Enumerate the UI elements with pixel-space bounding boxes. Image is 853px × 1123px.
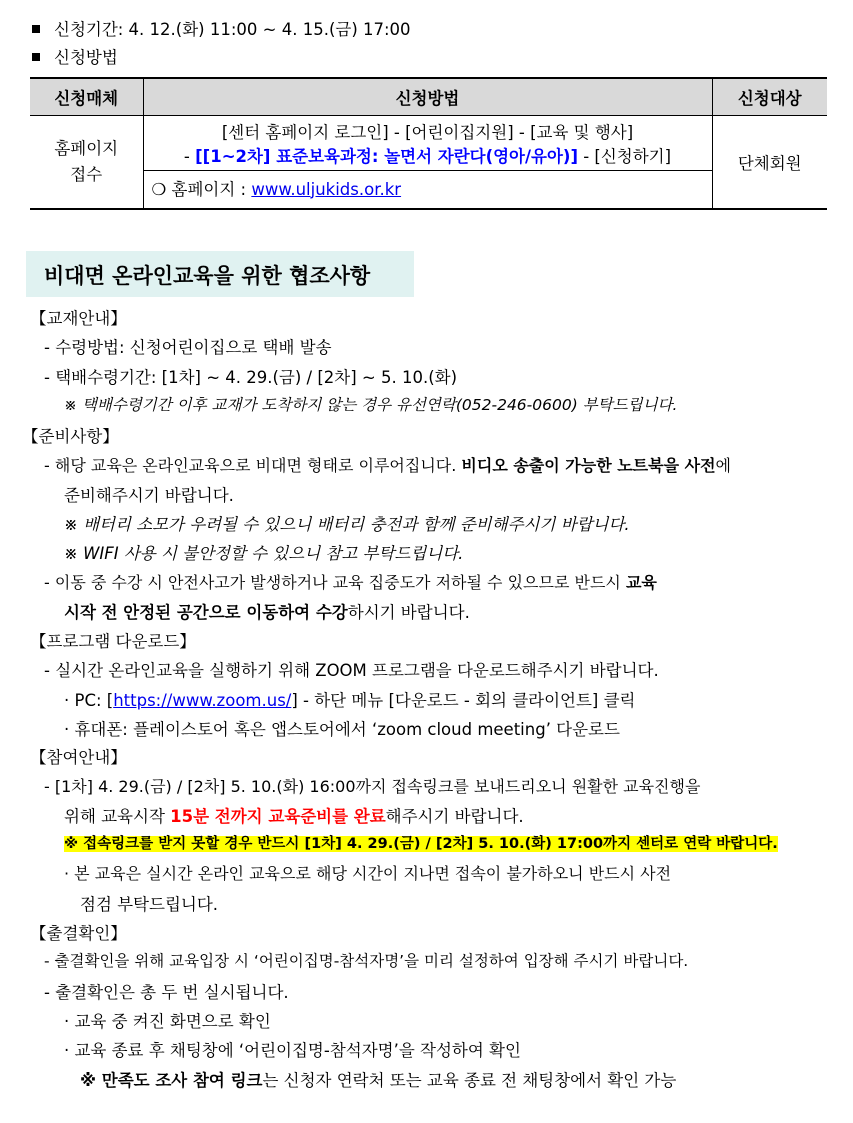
- apply-method-title: [32, 44, 118, 68]
- target-cell: 단체회원: [712, 116, 827, 210]
- prep-line4: 시작 전 안정된 공간으로 이동하여 수강하시기 바랍니다.: [64, 603, 470, 622]
- join-line4: 점검 부탁드립니다.: [80, 895, 219, 914]
- apply-table: [30, 77, 827, 210]
- contact-highlight: ※ 접속링크를 받지 못할 경우 반드시 [1차] 4. 29.(금) / [2차] 5. 10.(화) 17:00까지 센터로 연락 바랍니다.: [64, 836, 778, 852]
- method-path-line2: - [[1~2차] 표준보육과정: 놀면서 자란다(영아/유아)] - [신청하기]: [183, 146, 672, 166]
- circle-bullet-icon: ❍: [151, 179, 167, 199]
- join-heading: 【참여안내】: [30, 748, 127, 767]
- prep-line2: 준비해주시기 바랍니다.: [64, 486, 234, 505]
- header-medium: 신청매체: [30, 78, 143, 116]
- header-target: 신청대상: [712, 78, 827, 116]
- join-line1: - [1차] 4. 29.(금) / [2차] 5. 10.(화) 16:00까지 접속링크를 보내드리오니 원활한 교육진행을: [44, 777, 701, 796]
- zoom-link[interactable]: https://www.zoom.us/: [113, 691, 292, 710]
- section-title: 비대면 온라인교육을 위한 협조사항: [44, 264, 371, 288]
- download-heading: 【프로그램 다운로드】: [30, 632, 196, 651]
- attend-line4: · 교육 종료 후 채팅창에 ‘어린이집명-참석자명’을 작성하여 확인: [64, 1041, 521, 1060]
- method-cell: [143, 116, 712, 210]
- attend-line3: · 교육 중 켜진 화면으로 확인: [64, 1012, 271, 1031]
- download-line1: - 실시간 온라인교육을 실행하기 위해 ZOOM 프로그램을 다운로드해주시기 바랍니다.: [44, 661, 659, 680]
- material-line1: - 수령방법: 신청어린이집으로 택배 발송: [44, 338, 332, 357]
- homepage-link[interactable]: www.uljukids.or.kr: [251, 179, 402, 199]
- course-name: [[1~2차] 표준보육과정: 놀면서 자란다(영아/유아)]: [195, 146, 578, 166]
- download-pc: · PC: [https://www.zoom.us/] - 하단 메뉴 [다운로드 - 회의 클라이언트] 클릭: [64, 691, 636, 710]
- material-line2: - 택배수령기간: [1차] ~ 4. 29.(금) / [2차] ~ 5. 10.(화): [44, 368, 458, 387]
- prep-heading: 【준비사항】: [22, 427, 119, 446]
- apply-period-text: 신청기간: 4. 12.(화) 11:00 ~ 4. 15.(금) 17:00: [54, 20, 411, 39]
- attend-line1: - 출결확인을 위해 교육입장 시 ‘어린이집명-참석자명’을 미리 설정하여 입장해 주시기 바랍니다.: [44, 952, 689, 970]
- square-bullet-icon: [32, 25, 40, 33]
- material-note: ※ 택배수령기간 이후 교재가 도착하지 않는 경우 유선연락(052-246-0600) 부탁드립니다.: [64, 396, 678, 414]
- download-phone: · 휴대폰: 플레이스토어 혹은 앱스토어에서 ‘zoom cloud meeting’ 다운로드: [64, 720, 620, 739]
- square-bullet-icon: [32, 53, 40, 61]
- join-line3: · 본 교육은 실시간 온라인 교육으로 해당 시간이 지나면 접속이 불가하오니 반드시 사전: [64, 864, 672, 883]
- prep-note1: ※ 배터리 소모가 우려될 수 있으니 배터리 충전과 함께 준비해주시기 바랍니다.: [64, 515, 630, 534]
- homepage-row: ❍ 홈페이지 : www.uljukids.or.kr: [151, 179, 402, 199]
- prep-note2: ※ WIFI 사용 시 불안정할 수 있으니 참고 부탁드립니다.: [64, 544, 464, 563]
- method-path: [144, 117, 712, 171]
- table-header-row: [30, 78, 827, 116]
- material-heading: 【교재안내】: [30, 309, 127, 328]
- apply-method-text: 신청방법: [54, 48, 118, 67]
- prep-line1: - 해당 교육은 온라인교육으로 비대면 형태로 이루어집니다. 비디오 송출이 가능한 노트북을 사전에: [44, 456, 731, 475]
- attend-line2: - 출결확인은 총 두 번 실시됩니다.: [44, 983, 289, 1002]
- apply-period: [32, 16, 411, 40]
- method-path-line1: [센터 홈페이지 로그인] - [어린이집지원] - [교육 및 행사]: [221, 122, 634, 142]
- attend-heading: 【출결확인】: [30, 924, 127, 943]
- medium-cell: [30, 116, 143, 210]
- join-highlight: [64, 832, 778, 853]
- table-row: [30, 116, 827, 210]
- prep-line3: - 이동 중 수강 시 안전사고가 발생하거나 교육 집중도가 저하될 수 있으므로 반드시 교육: [44, 573, 657, 592]
- header-method: 신청방법: [143, 78, 712, 116]
- medium-line2: 접수: [70, 165, 103, 184]
- medium-line1: 홈페이지: [54, 139, 119, 158]
- join-line2: 위해 교육시작 15분 전까지 교육준비를 완료해주시기 바랍니다.: [64, 807, 524, 826]
- attend-note: ※ 만족도 조사 참여 링크는 신청자 연락처 또는 교육 종료 전 채팅창에서 확인 가능: [80, 1071, 677, 1090]
